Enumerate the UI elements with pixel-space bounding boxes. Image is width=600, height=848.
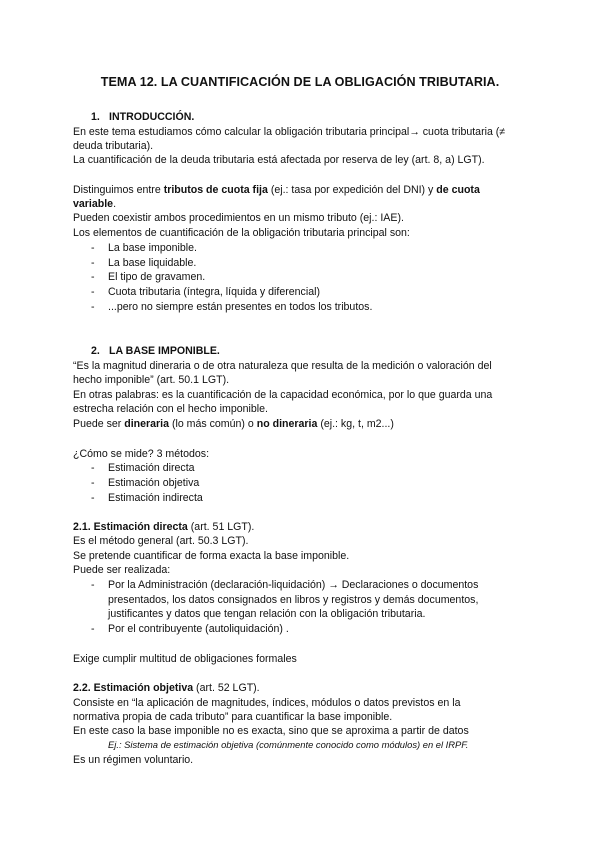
paragraph-line: [73, 417, 394, 431]
paragraph-line: Se pretende cuantificar de forma exacta la base imponible.: [73, 550, 350, 562]
list-dash: -: [91, 492, 95, 504]
text-run: Puede ser: [73, 418, 125, 430]
list-dash: -: [91, 579, 95, 591]
bold-term: tributos de cuota fija: [163, 184, 268, 196]
paragraph-line: estrecha relación con el hecho imponible.: [73, 403, 268, 415]
paragraph-line: Exige cumplir multitud de obligaciones formales: [73, 653, 297, 665]
list-item: El tipo de gravamen.: [108, 271, 206, 283]
list-dash: -: [91, 462, 95, 474]
section-title: LA BASE IMPONIBLE.: [109, 345, 220, 357]
list-item: Cuota tributaria (íntegra, líquida y diferencial): [108, 286, 320, 298]
paragraph-line: La cuantificación de la deuda tributaria está afectada por reserva de ley (art. 8, a) LGT).: [73, 154, 485, 166]
list-dash: -: [91, 286, 95, 298]
list-item: Estimación directa: [108, 462, 195, 474]
paragraph-line: deuda tributaria).: [73, 140, 154, 152]
subsection-2-1-heading: [73, 520, 254, 534]
paragraph-line: Los elementos de cuantificación de la obligación tributaria principal son:: [73, 227, 410, 239]
list-dash: -: [91, 623, 95, 635]
text-run: (ej.: tasa por expedición del DNI) y: [267, 184, 437, 196]
paragraph-line: [73, 183, 480, 197]
list-item: Estimación indirecta: [108, 492, 203, 504]
text-run: (art. 51 LGT).: [187, 521, 255, 533]
paragraph-line: Puede ser realizada:: [73, 564, 171, 576]
bold-term: no dineraria: [256, 418, 318, 430]
text-run: Distinguimos entre: [73, 184, 164, 196]
list-item-continuation: presentados, los datos consignados en libros y registros y demás documentos,: [108, 594, 479, 606]
paragraph-line: En este tema estudiamos cómo calcular la obligación tributaria principal→ cuota tributaria (≠: [73, 126, 506, 138]
section-number: 1.: [91, 111, 100, 123]
subsection-title: 2.2. Estimación objetiva: [73, 682, 194, 694]
text-run: .: [113, 198, 117, 210]
text-run: (ej.: kg, t, m2...): [317, 418, 394, 430]
subsection-title: 2.1. Estimación directa: [73, 521, 188, 533]
page-title: TEMA 12. LA CUANTIFICACIÓN DE LA OBLIGACIÓN TRIBUTARIA.: [100, 75, 500, 89]
quote-line: “Es la magnitud dineraria o de otra naturaleza que resulta de la medición o valoración del: [73, 360, 492, 372]
paragraph-line: normativa propia de cada tributo” para cuantificar la base imponible.: [73, 711, 393, 723]
section-number: 2.: [91, 345, 100, 357]
list-dash: -: [91, 271, 95, 283]
example-note: Ej.: Sistema de estimación objetiva (comúnmente conocido como módulos) en el IRPF.: [108, 739, 469, 750]
paragraph-line: Pueden coexistir ambos procedimientos en un mismo tributo (ej.: IAE).: [73, 212, 404, 224]
paragraph-line: [73, 197, 116, 211]
list-item: La base liquidable.: [108, 257, 197, 269]
list-item: La base imponible.: [108, 242, 197, 254]
section-1-heading: [91, 110, 194, 124]
list-dash: -: [91, 257, 95, 269]
list-item: Por el contribuyente (autoliquidación) .: [108, 623, 289, 635]
bold-term: variable: [73, 198, 114, 210]
section-2-heading: [91, 344, 220, 358]
bold-term: dineraria: [124, 418, 169, 430]
paragraph-line: Consiste en “la aplicación de magnitudes, índices, módulos o datos previstos en la: [73, 697, 461, 709]
paragraph-line: Es un régimen voluntario.: [73, 754, 194, 766]
list-dash: -: [91, 242, 95, 254]
subsection-2-2-heading: [73, 681, 260, 695]
paragraph-line: En otras palabras: es la cuantificación de la capacidad económica, por lo que guarda una: [73, 389, 493, 401]
bold-term: de cuota: [436, 184, 480, 196]
list-item: Por la Administración (declaración-liquidación) → Declaraciones o documentos: [108, 579, 479, 591]
list-item-continuation: justificantes y datos que tengan relación con la obligación tributaria.: [108, 608, 426, 620]
list-dash: -: [91, 477, 95, 489]
quote-line: hecho imponible” (art. 50.1 LGT).: [73, 374, 230, 386]
list-item: Estimación objetiva: [108, 477, 200, 489]
paragraph-line: Es el método general (art. 50.3 LGT).: [73, 535, 249, 547]
text-run: (art. 52 LGT).: [193, 682, 260, 694]
paragraph-line: ¿Cómo se mide? 3 métodos:: [73, 448, 210, 460]
paragraph-line: En este caso la base imponible no es exacta, sino que se aproxima a partir de datos: [73, 725, 469, 737]
list-item: ...pero no siempre están presentes en todos los tributos.: [108, 301, 373, 313]
text-run: (lo más común) o: [169, 418, 257, 430]
section-title: INTRODUCCIÓN.: [109, 111, 195, 123]
list-dash: -: [91, 301, 95, 313]
